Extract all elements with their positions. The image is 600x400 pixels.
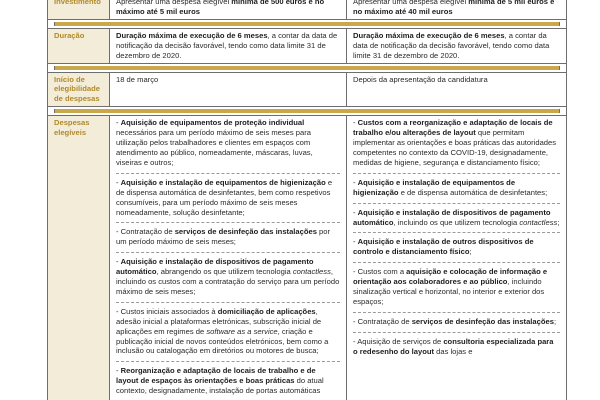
list-item: - Custos com a aquisição e colocação de informação e orientação aos colaboradores e ao público, incluindo sinalização vertical e horizontal, no interior e exterior dos espaços; (353, 262, 560, 307)
list-item: - Contratação de serviços de desinfeção das instalações por um período máximo de seis meses; (116, 222, 340, 247)
list-item: - Custos iniciais associados à domiciliação de aplicações, adesão inicial a plataformas eletrónicas, subscrição inicial de aplicações em regimes de software as a service, criação e publicação inicial de novos conteúdos eletrónicos, bem como a inclusão ou catalogação em diretórios ou motores de busca; (116, 302, 340, 357)
list-item: - Aquisição de equipamentos de proteção individual necessários para um período máximo de seis meses para utilização pelos trabalhadores e clientes em espaços com atendimento ao público, nomeadamente, máscaras, luvas, viseiras e outros; (116, 118, 313, 167)
list-item: - Aquisição e instalação de dispositivos de pagamento automático, incluindo os que utilizem tecnologia contactless; (353, 203, 560, 228)
list-item: - Reorganização e adaptação de locais de trabalho e de layout de espaços às orientações e boas práticas do atual contexto, designadamente, instalação de portas automáticas (116, 361, 340, 396)
label-duracao: Duração (48, 28, 110, 63)
row-despesas-elegiveis (48, 116, 567, 400)
row-duracao (48, 28, 567, 63)
duracao-col-a (110, 28, 347, 63)
list-item: - Custos com a reorganização e adaptação de locais de trabalho e/ou alterações de layout que permitam implementar as orientações e boas práticas das autoridades competentes no contexto da COVID-19, designadamente, medidas de higiene, segurança e distanciamento físico; (353, 118, 557, 167)
label-inicio-elegibilidade: Início de elegibilidade de despesas (48, 72, 110, 107)
text-bold: mínima de 5 mil euros e no máximo até 40 mil euros (353, 0, 555, 16)
row-inicio-elegibilidade (48, 72, 567, 107)
list-item: - Aquisição e instalação de equipamentos de higienização e de dispensa automática de desinfetantes; (353, 173, 560, 198)
section-divider (54, 66, 560, 70)
text-bold: Duração máxima de execução de 6 meses (116, 30, 268, 40)
despesas-col-b (347, 116, 567, 400)
despesas-col-a (110, 116, 347, 400)
label-investimento: Investimento (48, 0, 110, 19)
inicio-col-a: 18 de março (110, 72, 347, 107)
text-bold: Duração máxima de execução de 6 meses (353, 30, 505, 40)
investimento-col-a (110, 0, 347, 19)
investimento-col-b (347, 0, 567, 19)
list-item: - Aquisição e instalação de outros dispositivos de controlo e distanciamento físico; (353, 232, 560, 257)
list-item: - Contratação de serviços de desinfeção das instalações; (353, 312, 560, 327)
text-bold: mínima de 500 euros e no máximo até 5 mil euros (116, 0, 325, 16)
section-divider (54, 22, 560, 26)
text: Apresentar uma despesa elegível (353, 0, 469, 6)
text: , a contar da data de notificação da decisão favorável, tendo como data limite 31 de dezembro de 2020. (116, 30, 338, 60)
text: , a contar da data de notificação da decisão favorável, tendo como data limite 31 de dezembro de 2020. (353, 30, 550, 60)
inicio-col-b: Depois da apresentação da candidatura (347, 72, 567, 107)
list-item: - Aquisição de serviços de consultoria especializada para o redesenho do layout das lojas e (353, 332, 560, 357)
text: Apresentar uma despesa elegível (116, 0, 232, 6)
eligibility-table (47, 0, 567, 400)
duracao-col-b (347, 28, 567, 63)
label-despesas-elegiveis: Despesas elegíveis (48, 116, 110, 400)
section-divider (54, 109, 560, 113)
list-item: - Aquisição e instalação de equipamentos de higienização e de dispensa automática de desinfetantes, bem como respetivos consumíveis, para um período máximo de seis meses nomeadamente, solução desinfetante; (116, 173, 340, 218)
row-investimento (48, 0, 567, 19)
list-item: - Aquisição e instalação de dispositivos de pagamento automático, abrangendo os que utilizem tecnologia contactless, incluindo os custos com a contratação do serviço para um período máximo de seis meses; (116, 252, 340, 297)
